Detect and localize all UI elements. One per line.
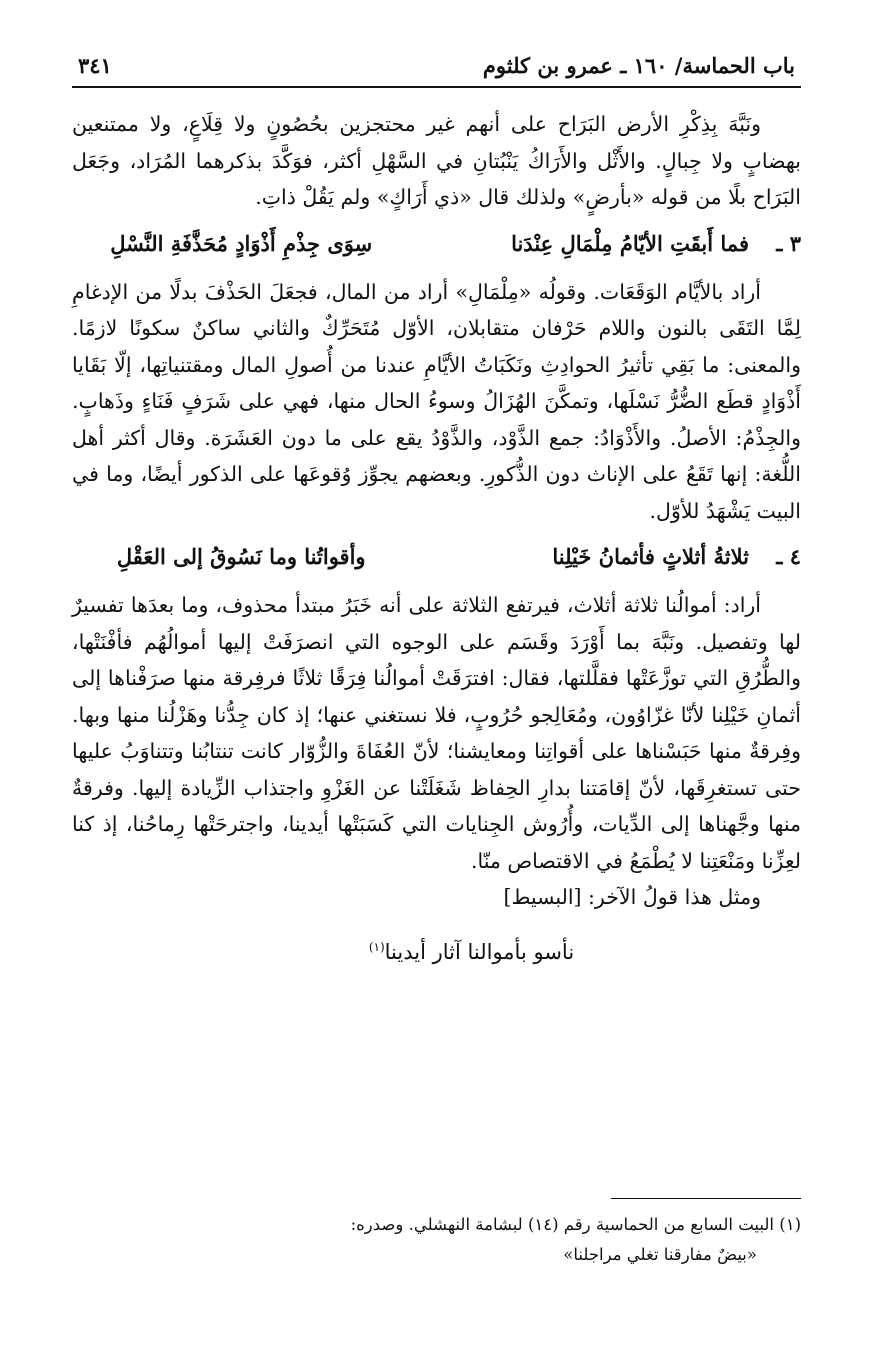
paragraph-commentary-2: أراد بالأيَّام الوَقَعَات. وقولُه «مِلْمَالِ» أراد من المال، فجعَلَ الحَذْفَ بدلًا من الإدغامِ لِمَّا التَقَى بالنون واللام حَرْفان متقابلان، الأوّل مُتَحَرِّكٌ والثاني ساكنٌ سكونًا لازمًا. والمعنى: ما بَقِي تأثيرُ الحوادِثِ ونَكَبَاتُ الأيَّامِ عندنا من أُصولِ المال ومقتنياتِها، إلّا بَقَايا أَذْوَادٍ قطَع الضُّرُّ نَسْلَها، وتمكَّنَ الهُزَالُ وسوءُ الحال منها، فهي على شَرَفٍ فَنَاءٍ وذَهابٍ. والجِذْمُ: الأصلُ. والأَذْوَادُ: جمع الذَّوْد، والذَّوْدُ يقع على ما دون العَشَرَة. وقال أكثر أهل اللُّغة: إنها تَقَعُ على الإناث دون الذُّكورِ. وبعضهم يجوِّز وُقوعَها على الذكور أيضًا، وما في البيت يَشْهَدُ للأوّل. bbox=[72, 279, 801, 523]
paragraph-commentary-3: أراد: أموالُنا ثلاثة أثلاث، فيرتفع الثلاثة على أنه خَبَرُ مبتدأ محذوف، وما بعدَها تفسيرٌ لها وتفصيل. ونَبَّهَ بما أَوْرَدَ وقَسَم على الوجوه التي انصرَفَتْ إليها أموالُهُم فأفْنَتْها، والطُّرُقِ التي توزَّعَتْها فقلَّلتها، فقال: افترَقَتْ أموالُنا فِرَقًا ثلاثًا فرفِرقة منها صرَفْناها إلى أثمانِ خَيْلِنا لأنّا غزّاوُون، ومُعَالِجو حُرُوبٍ، فلا نستغني عنها؛ إذ كان جِدُّنا وهَزْلُنا منها وبها. وفِرقةٌ منها حَبَسْناها على أقواتِنا ومعايشنا؛ لأنّ العُفَاةَ والزُّوّار كانت تنتابُنا وتتناوَبُ عليها حتى تستغرِقَها، لأنّ إقامَتنا بدارِ الحِفاظ شَغَلَتْنا عن الغَزْوِ واجتذاب الزِّيادة إليها. وفرقةٌ منها وجَّهناها إلى الدِّيات، وأُرُوش الجِنايات التي كَسَبَتْها أيدينا، واجترحَتْها رِماحُنا، إذ كنا لعِزِّنا ومَنْعَتِنا لا يُطْمَعُ في الاقتصاص منّا. bbox=[72, 593, 801, 873]
footnote-1-quote: «بيضٌ مفارقنا تغلي مراجلنا» bbox=[563, 1245, 757, 1264]
footnote-marker[interactable]: (١) bbox=[368, 939, 385, 954]
quoted-hemistich bbox=[72, 930, 801, 969]
footnote-1: (١) البيت السابع من الحماسية رقم (١٤) لبشامة النهشلي. وصدره: bbox=[350, 1215, 801, 1234]
verse-second-hemistich: سِوَى جِذْمِ أَذْوَادٍ مُحَذَّفَةِ النَّسْلِ bbox=[110, 230, 373, 256]
quoted-hemistich-text: نأسو بأموالنا آثار أيدينا bbox=[384, 939, 575, 964]
paragraph-citation-intro: ومثل هذا قولُ الآخر: [البسيط] bbox=[503, 885, 761, 909]
header-rule bbox=[72, 86, 801, 88]
page-number: ٣٤١ bbox=[78, 53, 112, 78]
verse-number: ٣ ـ bbox=[776, 230, 801, 256]
verse-3 bbox=[72, 226, 801, 262]
footnote-rule bbox=[611, 1198, 801, 1199]
running-header bbox=[72, 50, 801, 86]
verse-first-hemistich: فما أَبقَتِ الأيّامُ مِلْمَالِ عِنْدَنا bbox=[511, 230, 749, 256]
verse-number: ٤ ـ bbox=[776, 544, 801, 569]
paragraph-commentary-1: ونَبَّهَ بِذِكْرِ الأرض البَرَاح على أنهم غير محتجزين بحُصُونٍ ولا قِلَاعٍ، ولا ممتنعين بهضابٍ ولا جِبالٍ. والأَثْل والأَرَاكُ يَنْبُتانِ في السَّهْلِ أكثر، فوَكَّدَ بذكرهما المُرَاد، وجَعَل البَرَاح بلًا من قوله «بأرضٍ» ولذلك قال «ذي أَرَاكٍ» ولم يَقُلْ ذاتِ. bbox=[72, 112, 801, 209]
chapter-title: باب الحماسة/ ١٦٠ ـ عمرو بن كلثوم bbox=[482, 53, 795, 78]
verse-4 bbox=[72, 539, 801, 575]
verse-second-hemistich: وأقواتُنا وما نَسُوقُ إلى العَقْلِ bbox=[116, 544, 366, 569]
verse-first-hemistich: ثلاثةُ أثلاثٍ فأثمانُ خَيْلِنا bbox=[552, 544, 749, 569]
footnotes bbox=[72, 1210, 801, 1270]
